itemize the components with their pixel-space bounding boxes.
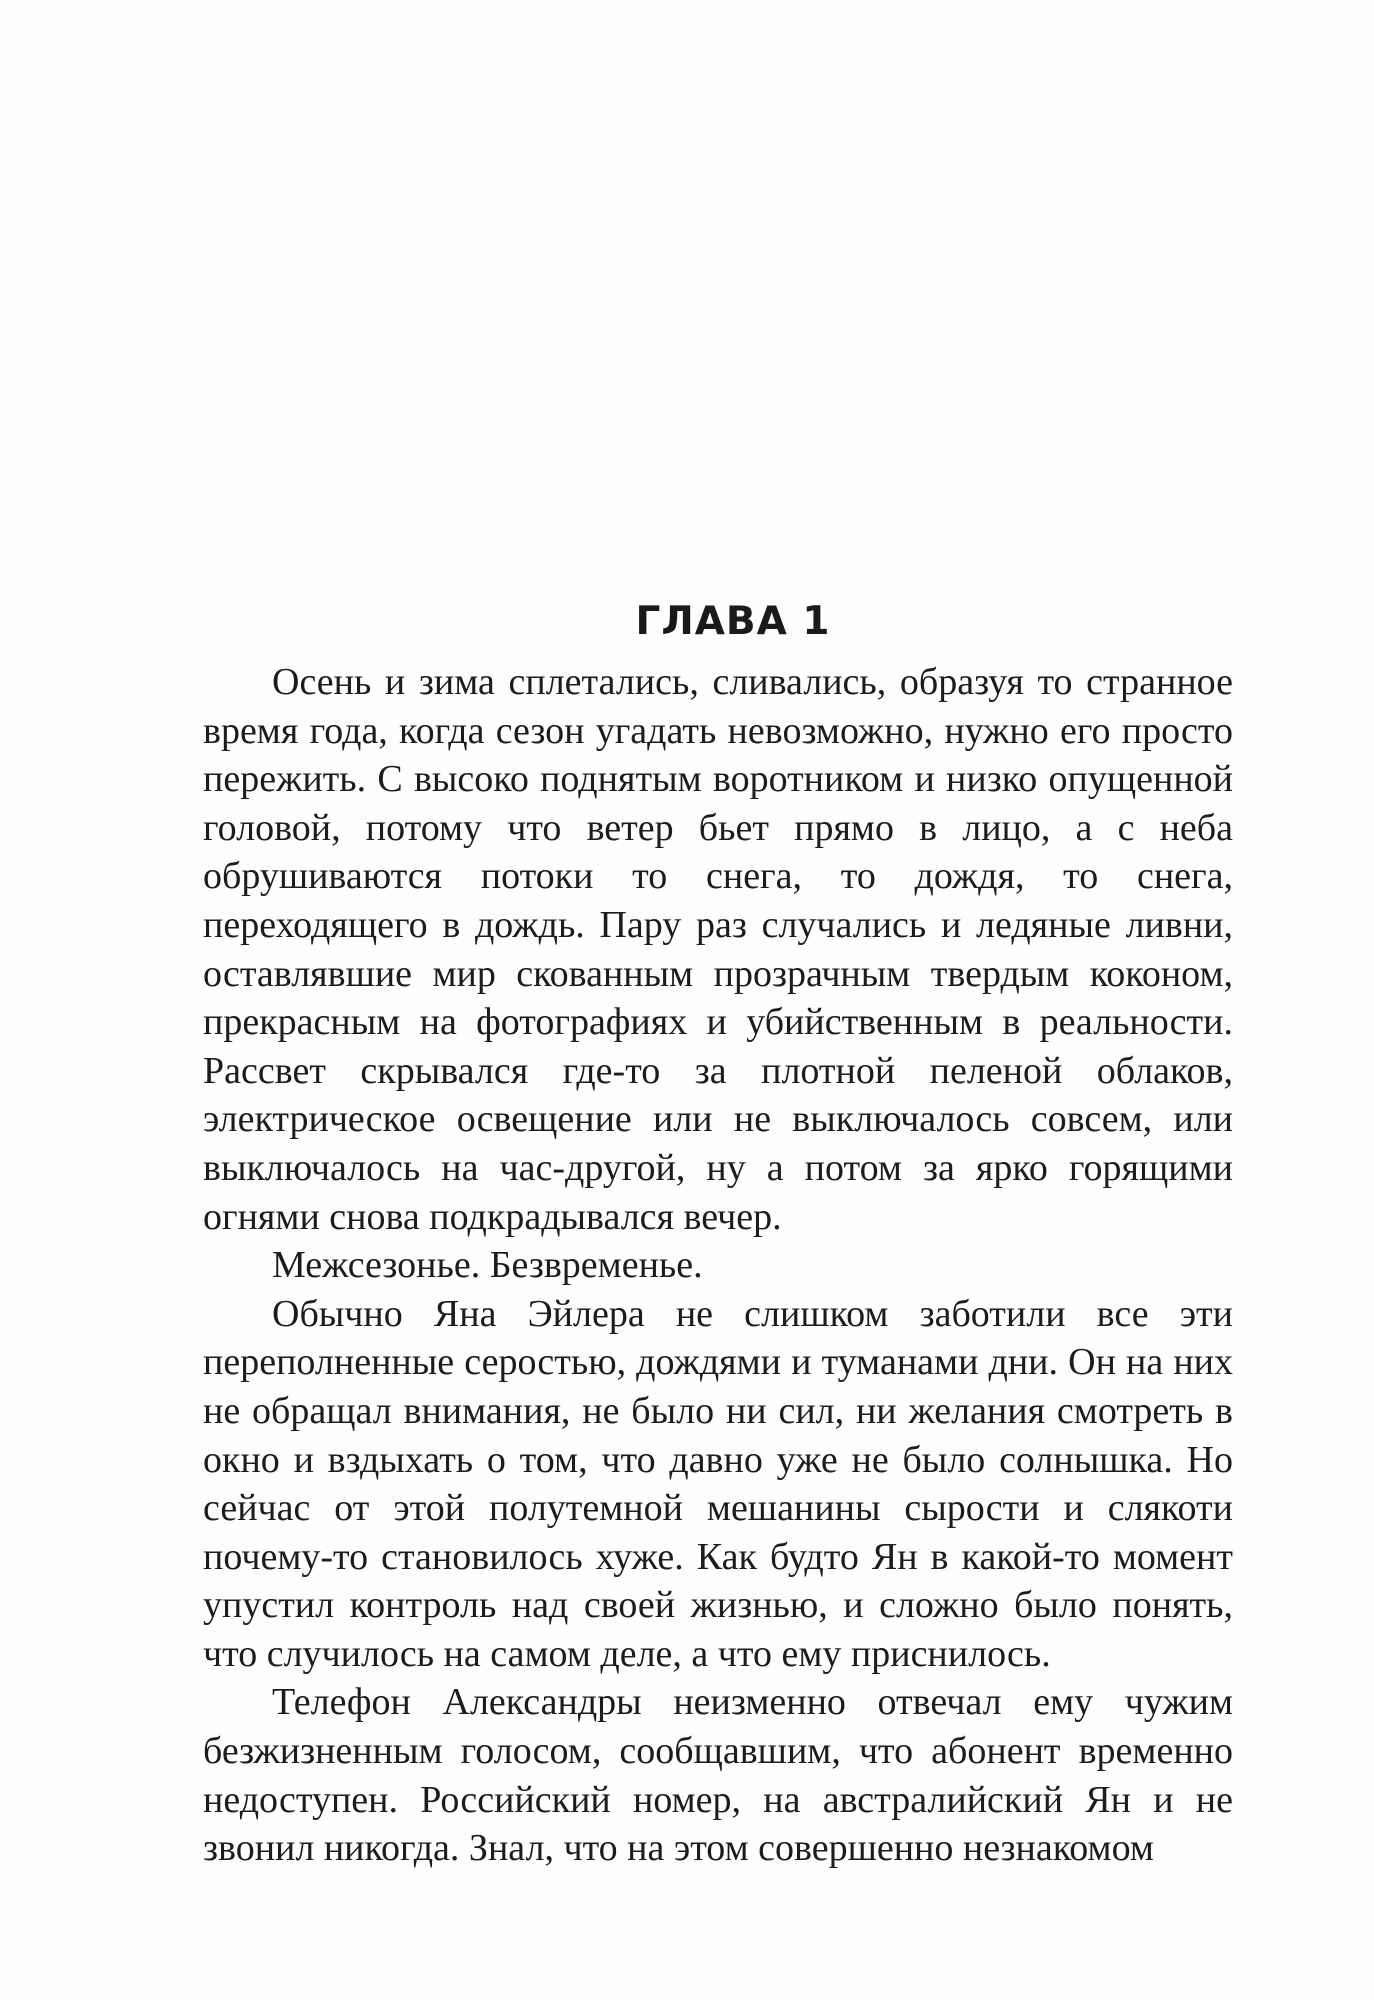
chapter-text [203,658,1233,1873]
paragraph: Осень и зима сплетались, сливались, образуя то странное время года, когда сезон угадать невозможно, нужно его просто пережить. С высоко поднятым воротником и низко опущенной головой, потому что ветер бьет прямо в лицо, а с неба обрушиваются потоки то снега, то дождя, то снега, переходящего в дождь. Пару раз случались и ледяные ливни, оставлявшие мир скованным прозрачным твердым коконом, прекрасным на фотографиях и убийственным в реальности. Рассвет скрывался где-то за плотной пеленой облаков, электрическое освещение или не выключалось совсем, или выключалось на час-другой, ну а потом за ярко горящими огнями снова подкрадывался вечер. [203,661,1233,1238]
paragraph: Межсезонье. Безвременье. [272,1244,703,1287]
paragraph: Телефон Александры неизменно отвечал ему чужим безжизненным голосом, сообщавшим, что абонент временно недоступен. Российский номер, на австралийский Ян и не звонил никогда. Знал, что на этом совершенно незнакомом [203,1681,1233,1870]
chapter-title: ГЛАВА 1 [635,599,831,645]
paragraph: Обычно Яна Эйлера не слишком заботили все эти переполненные серостью, дождями и туманами дни. Он на них не обращал внимания, не было ни сил, ни желания смотреть в окно и вздыхать о том, что давно уже не было солнышка. Но сейчас от этой полутемной мешанины сырости и слякоти почему-то становилось хуже. Как будто Ян в какой-то момент упустил контроль над своей жизнью, и сложно было понять, что случилось на самом деле, а что ему приснилось. [203,1292,1233,1675]
